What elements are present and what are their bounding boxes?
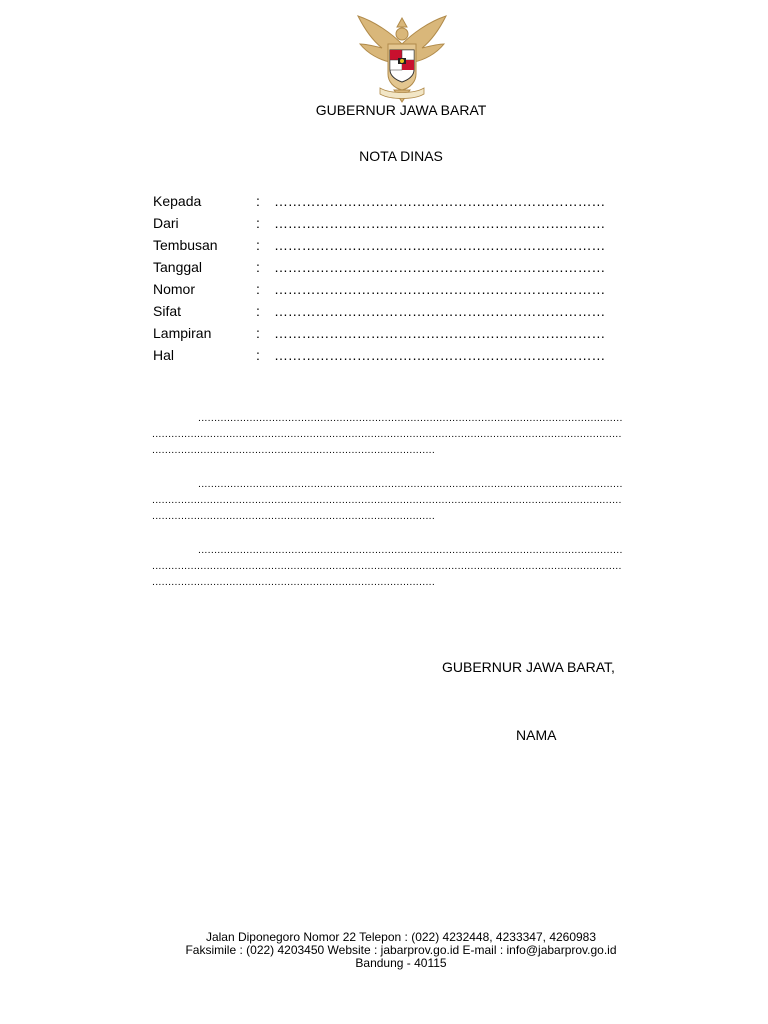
page-title: GUBERNUR JAWA BARAT bbox=[315, 102, 487, 118]
field-colon: : bbox=[256, 281, 260, 297]
paragraph-line: .................................................................................................................................... bbox=[198, 544, 623, 556]
field-row-hal bbox=[153, 347, 626, 369]
field-label: Lampiran bbox=[153, 325, 212, 341]
field-row-lampiran bbox=[153, 325, 626, 347]
field-colon: : bbox=[256, 325, 260, 341]
field-label: Kepada bbox=[153, 193, 202, 209]
field-value: ……………………………………………………………… bbox=[274, 193, 606, 209]
field-value: ……………………………………………………………… bbox=[274, 347, 606, 363]
signature-name: NAMA bbox=[516, 727, 557, 743]
field-colon: : bbox=[256, 215, 260, 231]
paragraph-line: ........................................................................................ bbox=[152, 510, 436, 522]
header-fields bbox=[153, 193, 626, 369]
field-row-sifat bbox=[153, 303, 626, 325]
paragraph-line: .................................................................................................................................... bbox=[198, 478, 623, 490]
field-value: ……………………………………………………………… bbox=[274, 259, 606, 275]
body-paragraph bbox=[152, 410, 695, 458]
field-colon: : bbox=[256, 303, 260, 319]
paragraph-line: .................................................................................................................................... bbox=[198, 412, 623, 424]
document-type: NOTA DINAS bbox=[359, 148, 443, 164]
paragraph-line: ........................................................................................ bbox=[152, 444, 436, 456]
field-value: ……………………………………………………………… bbox=[274, 325, 606, 341]
field-value: ……………………………………………………………… bbox=[274, 303, 606, 319]
field-label: Sifat bbox=[153, 303, 182, 319]
footer-line: Bandung - 40115 bbox=[355, 956, 447, 970]
field-row-kepada bbox=[153, 193, 626, 215]
body-paragraph bbox=[152, 542, 695, 590]
paragraph-line: .................................................................................................................................................. bbox=[152, 428, 622, 440]
field-label: Nomor bbox=[153, 281, 196, 297]
field-colon: : bbox=[256, 193, 260, 209]
paragraph-line: .................................................................................................................................................. bbox=[152, 560, 622, 572]
footer-line: Jalan Diponegoro Nomor 22 Telepon : (022) 4232448, 4233347, 4260983 bbox=[205, 930, 597, 944]
field-label: Tanggal bbox=[153, 259, 203, 275]
field-label: Dari bbox=[153, 215, 179, 231]
signature-title: GUBERNUR JAWA BARAT, bbox=[442, 659, 615, 675]
field-row-tembusan bbox=[153, 237, 626, 259]
body-paragraph bbox=[152, 476, 695, 524]
garuda-emblem-icon bbox=[354, 14, 450, 104]
field-colon: : bbox=[256, 347, 260, 363]
paragraph-line: ........................................................................................ bbox=[152, 576, 436, 588]
field-row-dari bbox=[153, 215, 626, 237]
field-row-nomor bbox=[153, 281, 626, 303]
field-value: ……………………………………………………………… bbox=[274, 237, 606, 253]
field-colon: : bbox=[256, 237, 260, 253]
footer-line: Faksimile : (022) 4203450 Website : jabarprov.go.id E-mail : info@jabarprov.go.id bbox=[185, 943, 617, 957]
field-value: ……………………………………………………………… bbox=[274, 215, 606, 231]
paragraph-line: .................................................................................................................................................. bbox=[152, 494, 622, 506]
field-label: Hal bbox=[153, 347, 175, 363]
field-label: Tembusan bbox=[153, 237, 218, 253]
field-colon: : bbox=[256, 259, 260, 275]
footer-address bbox=[0, 931, 768, 970]
field-value: ……………………………………………………………… bbox=[274, 281, 606, 297]
field-row-tanggal bbox=[153, 259, 626, 281]
